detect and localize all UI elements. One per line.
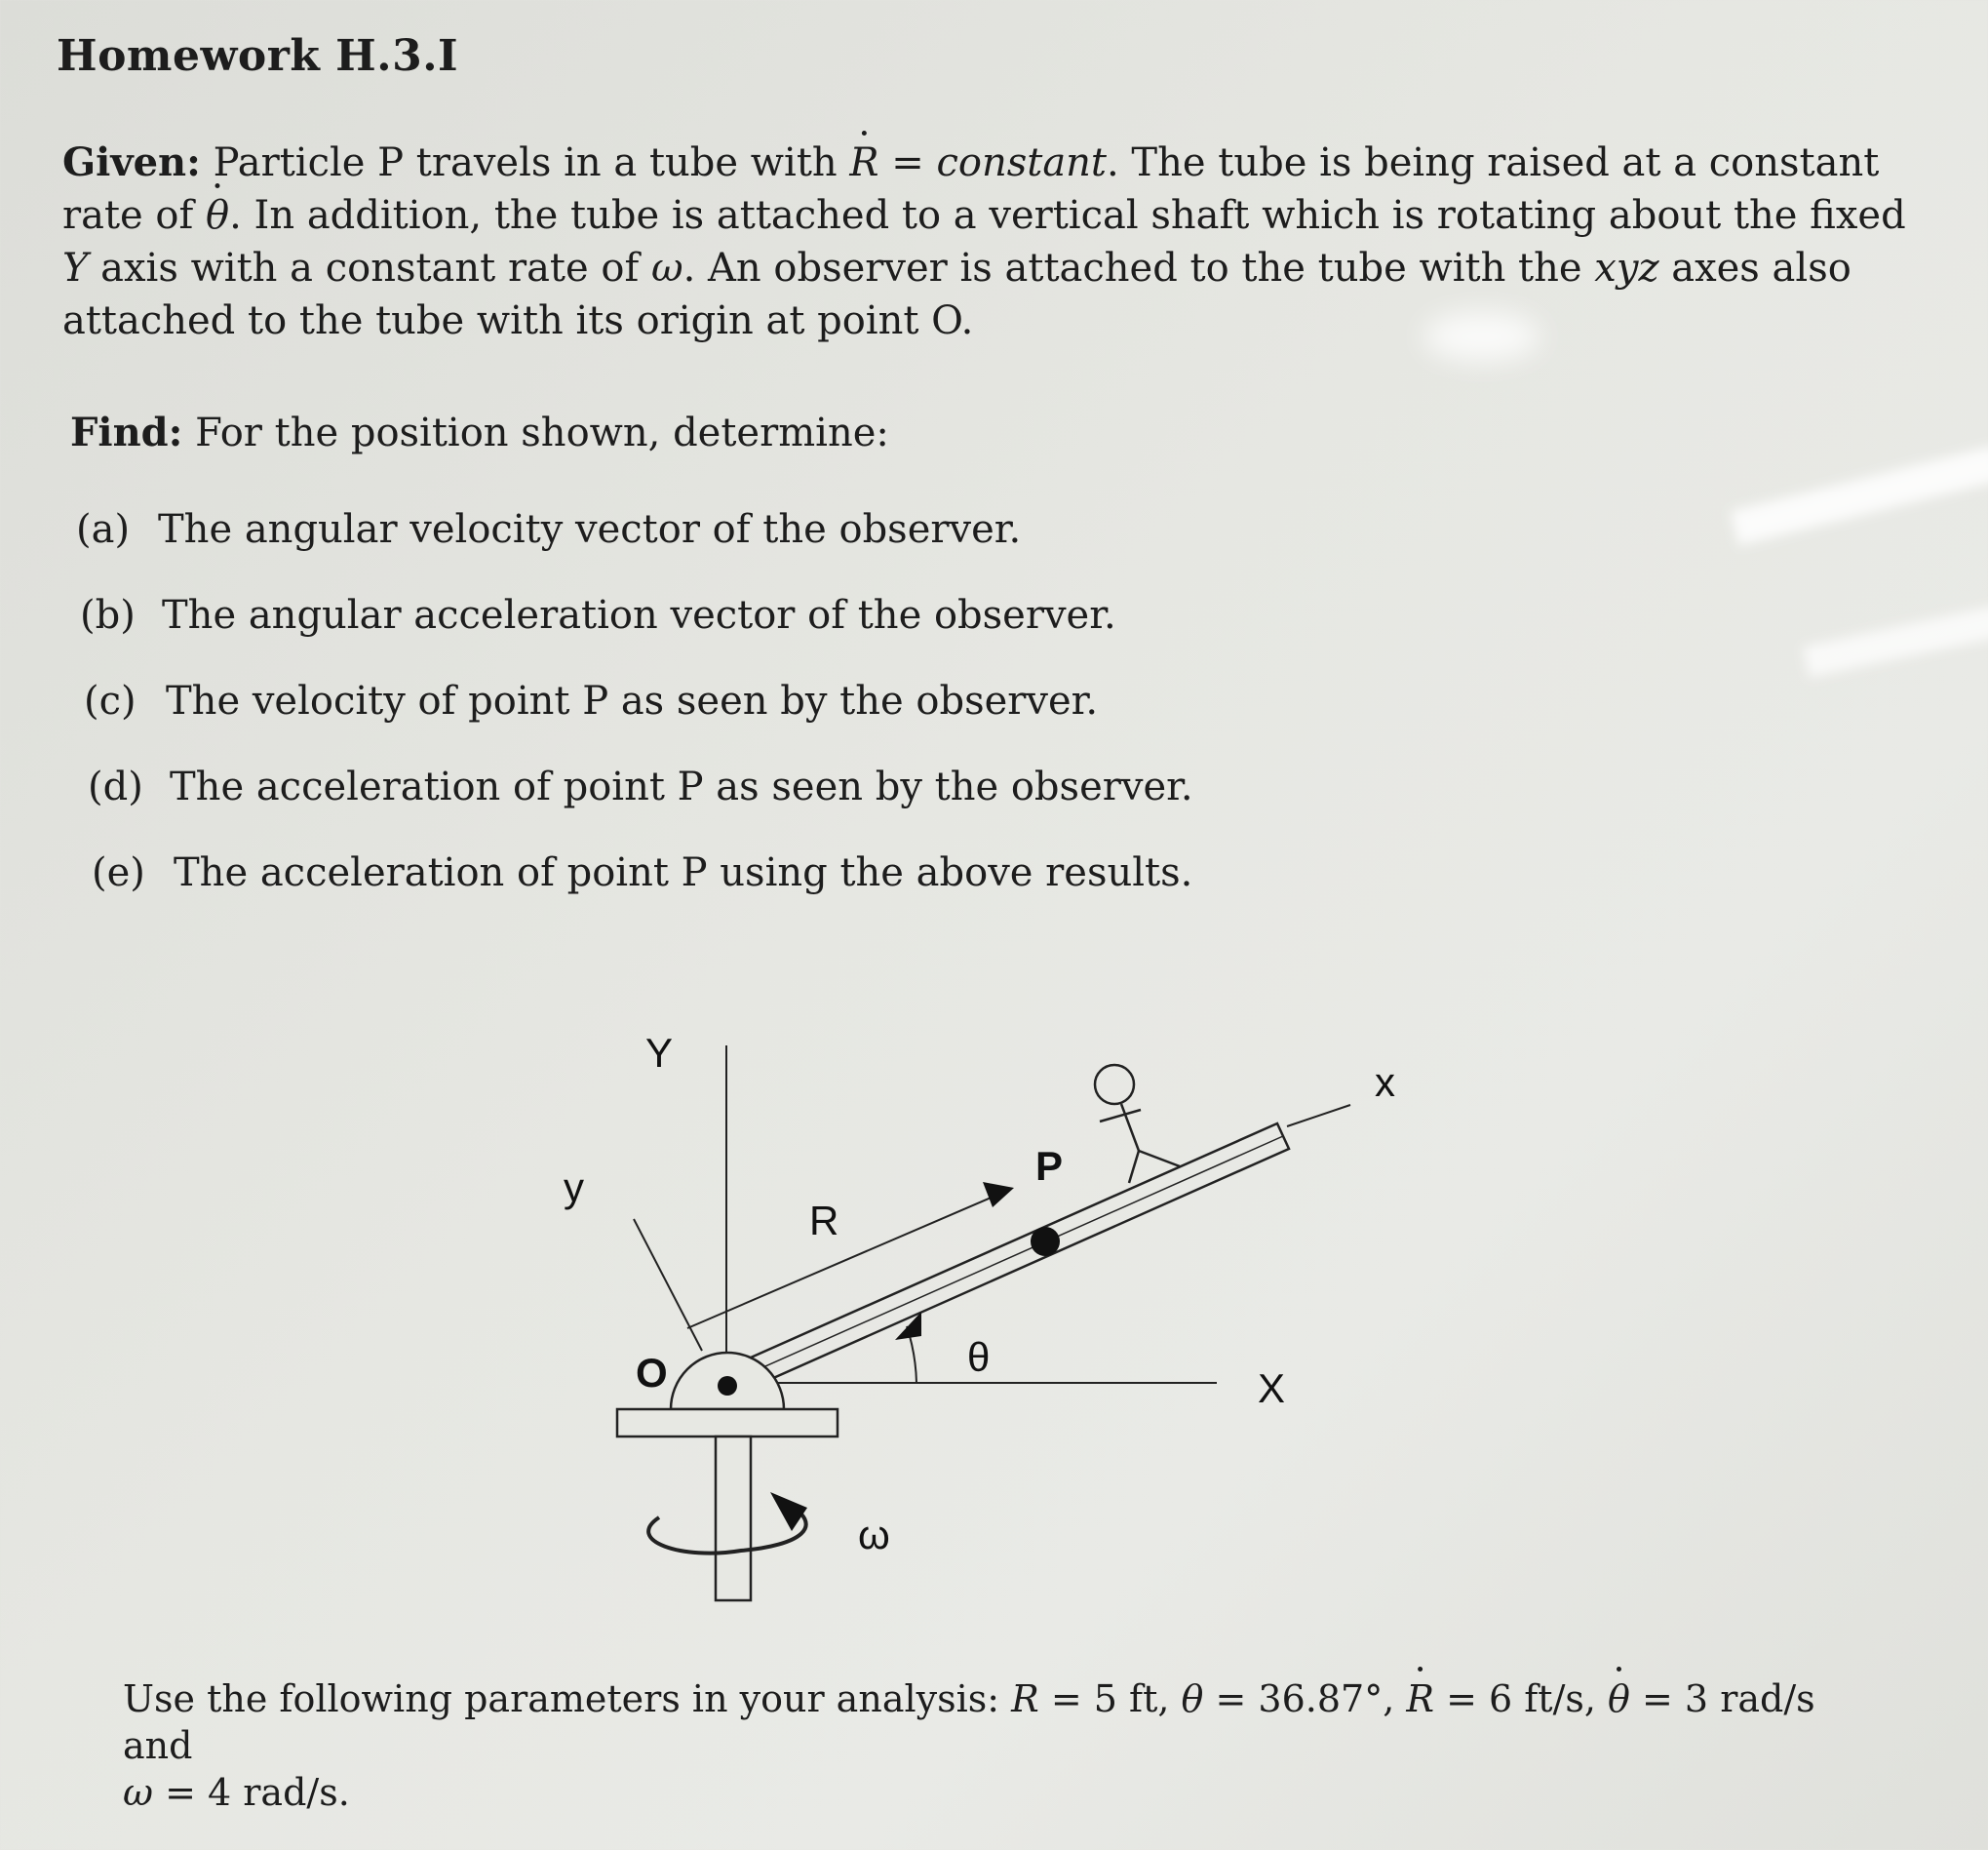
- r-dimension-line: [687, 1190, 1009, 1328]
- tube-inner-line: [757, 1136, 1283, 1370]
- vertical-shaft: [716, 1437, 751, 1600]
- given-text: Particle P travels in a tube with: [213, 140, 850, 185]
- find-label: Find:: [70, 410, 183, 455]
- observer-leg: [1129, 1151, 1139, 1183]
- parameters-paragraph: [123, 1675, 1878, 1816]
- label-x: x: [1375, 1059, 1395, 1105]
- item-text: The acceleration of point P using the above results.: [174, 850, 1193, 895]
- label-R: R: [809, 1198, 839, 1243]
- given-text: axis with a constant rate of: [88, 246, 651, 291]
- rdot-symbol: R ·: [849, 137, 878, 189]
- given-label: Given:: [62, 139, 201, 185]
- item-text: The velocity of point P as seen by the observer.: [166, 679, 1099, 724]
- params-text: = 36.87°,: [1203, 1677, 1407, 1720]
- thetadot-symbol: θ ·: [1608, 1675, 1630, 1722]
- observer-head: [1095, 1065, 1134, 1104]
- base-plate: [617, 1409, 838, 1437]
- params-text: = 6 ft/s,: [1433, 1677, 1609, 1720]
- item-label: (b): [80, 593, 136, 638]
- item-label: (a): [76, 507, 131, 552]
- omega-symbol: ω: [650, 246, 683, 291]
- label-X: X: [1258, 1365, 1286, 1411]
- given-text: axes also attached to the tube with its origin at point O.: [62, 246, 1852, 343]
- find-text: For the position shown, determine:: [182, 411, 889, 455]
- thetadot-symbol: θ ·: [206, 189, 229, 242]
- item-text: The angular acceleration vector of the observer.: [162, 593, 1116, 638]
- label-Y: Y: [645, 1030, 674, 1076]
- observer-arm: [1100, 1110, 1141, 1122]
- page-title: Homework H.3.I: [57, 31, 459, 81]
- r-arrowhead: [983, 1182, 1014, 1207]
- params-text: = 4 rad/s.: [153, 1771, 350, 1814]
- given-text: . An observer is attached to the tube with the: [682, 246, 1595, 291]
- xyz-symbol: xyz: [1594, 246, 1659, 291]
- given-text: . The tube is being raised at a constant rate of: [62, 140, 1880, 238]
- omega-arrowhead: [770, 1492, 807, 1531]
- observer-leg: [1139, 1151, 1180, 1166]
- item-label: (c): [84, 679, 136, 724]
- pivot-point-o: [718, 1376, 737, 1396]
- given-text: . In addition, the tube is attached to a vertical shaft which is rotating about the fixed: [229, 193, 1906, 238]
- item-text: The acceleration of point P as seen by the observer.: [170, 765, 1193, 809]
- label-theta: θ: [967, 1334, 991, 1380]
- tube-direction-arrowhead: [895, 1312, 921, 1340]
- omega-symbol: ω: [123, 1771, 153, 1814]
- r-symbol: R: [1011, 1677, 1039, 1720]
- body-y-axis-line: [634, 1219, 702, 1351]
- label-O: O: [636, 1350, 668, 1396]
- label-y: y: [564, 1164, 584, 1210]
- item-text: The angular velocity vector of the observer.: [158, 507, 1022, 552]
- constant-word: constant: [936, 140, 1107, 185]
- given-text: =: [878, 140, 937, 185]
- particle-p: [1031, 1227, 1060, 1256]
- body-x-axis-line: [1287, 1105, 1350, 1126]
- params-text: = 3 rad/s and: [123, 1677, 1815, 1767]
- theta-symbol: θ: [1181, 1677, 1204, 1720]
- rdot-symbol: R ·: [1406, 1675, 1434, 1722]
- label-P: P: [1035, 1143, 1064, 1189]
- item-label: (e): [92, 850, 145, 895]
- params-text: Use the following parameters in your analysis:: [123, 1677, 1012, 1720]
- label-omega: ω: [858, 1512, 890, 1557]
- item-label: (d): [88, 765, 143, 809]
- params-text: = 5 ft,: [1038, 1677, 1182, 1720]
- y-axis-symbol: Y: [62, 246, 89, 291]
